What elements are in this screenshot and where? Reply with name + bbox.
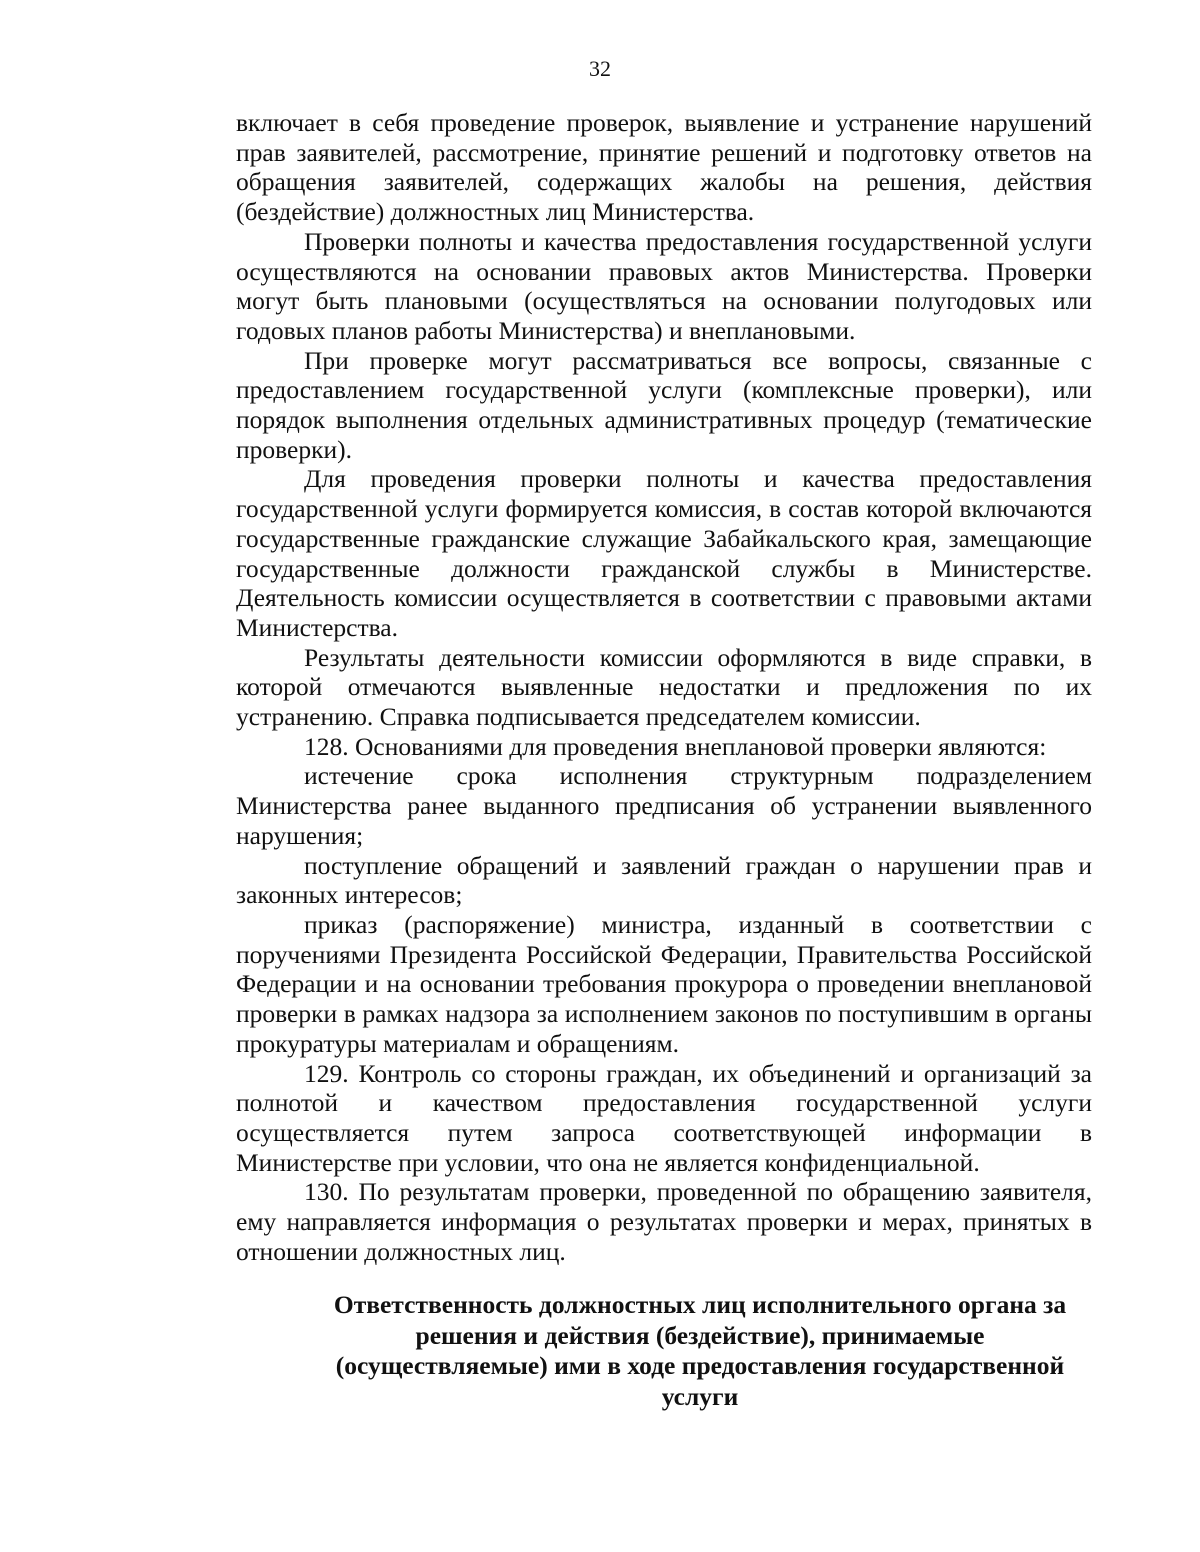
page-number: 32 [589,56,611,81]
section-heading [300,1290,1100,1412]
clause-128-item-2: поступление обращений и заявлений граждан о нарушении прав и законных интересов; [236,850,1092,910]
clause-128-item-1: истечение срока исполнения структурным подразделением Министерства ранее выданного предписания об устранении выявленного нарушения; [236,761,1092,850]
paragraph-commission: Для проведения проверки полноты и качества предоставления государственной услуги формируется комиссия, в состав которой включаются государственные гражданские служащие Забайкальского края, замещающие государственные должности гражданской службы в Министерстве. Деятельность комиссии осуществляется в соответствии с правовыми актами Министерства. [236,464,1092,642]
clause-128: 128. Основаниями для проведения внеплановой проверки являются: [304,731,1047,761]
paragraph-continuation: включает в себя проведение проверок, выявление и устранение нарушений прав заявителей, рассмотрение, принятие решений и подготовку ответов на обращения заявителей, содержащих жалобы на решения, действия (бездействие) должностных лиц Министерства. [236,108,1092,227]
paragraph-commission-results: Результаты деятельности комиссии оформляются в виде справки, в которой отмечаются выявленные недостатки и предложения по их устранению. Справка подписывается председателем комиссии. [236,642,1092,732]
paragraph-checks-scope: При проверке могут рассматриваться все вопросы, связанные с предоставлением государственной услуги (комплексные проверки), или порядок выполнения отдельных административных процедур (тематические проверки). [236,345,1092,464]
body-text [236,108,1092,1266]
section-heading-line: (осуществляемые) ими в ходе предоставления государственной [335,1351,1065,1380]
section-heading-line: решения и действия (бездействие), принимаемые [415,1320,985,1350]
clause-128-item-3: приказ (распоряжение) министра, изданный в соответствии с поручениями Президента Российской Федерации, Правительства Российской Федерации и на основании требования прокурора о проведении внеплановой проверки в рамках надзора за исполнением законов по поступившим в органы прокуратуры материалам и обращениям. [236,909,1092,1058]
paragraph-checks-basis: Проверки полноты и качества предоставления государственной услуги осуществляются на основании правовых актов Министерства. Проверки могут быть плановыми (осуществляться на основании полугодовых или годовых планов работы Министерства) и внеплановыми. [236,226,1092,345]
section-heading-line: услуги [661,1381,739,1411]
clause-130: 130. По результатам проверки, проведенной по обращению заявителя, ему направляется информация о результатах проверки и мерах, принятых в отношении должностных лиц. [236,1177,1092,1266]
section-heading-line: Ответственность должностных лиц исполнительного органа за [333,1290,1067,1319]
clause-129: 129. Контроль со стороны граждан, их объединений и организаций за полнотой и качеством предоставления государственной услуги осуществляется путем запроса соответствующей информации в Министерстве при условии, что она не является конфиденциальной. [236,1058,1092,1177]
